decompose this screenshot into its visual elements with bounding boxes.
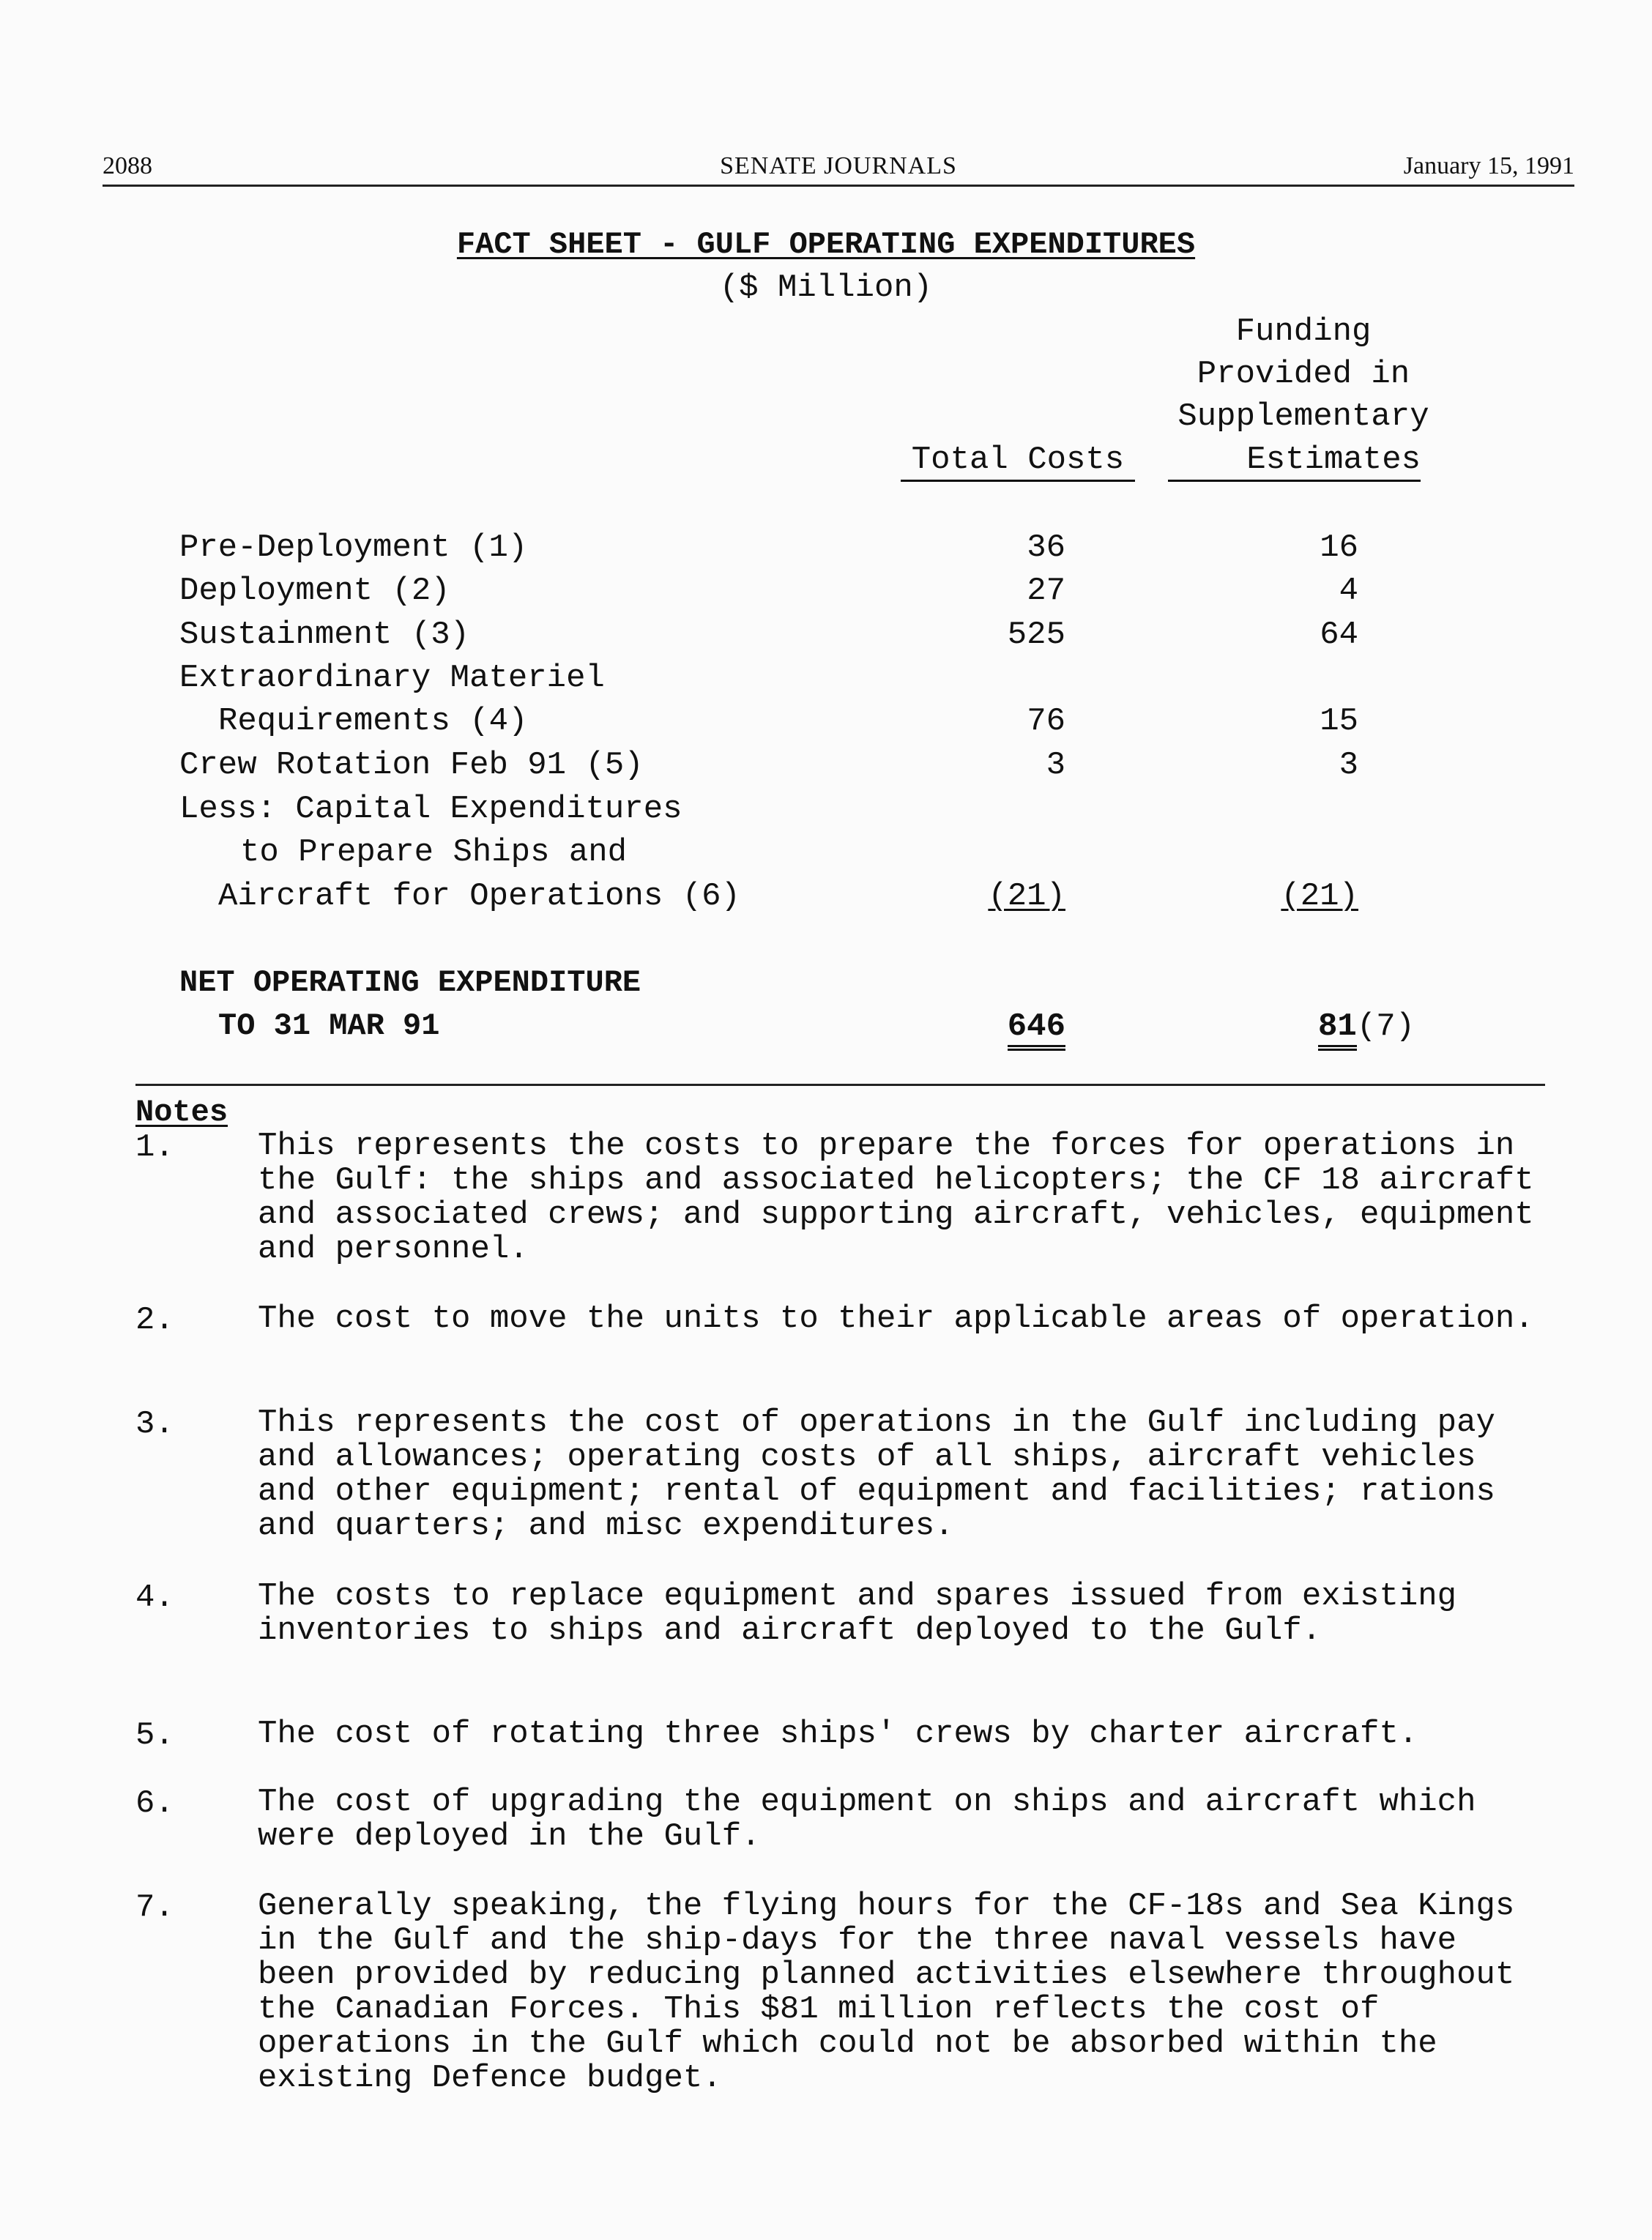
row-total-sustainment: 525 — [1007, 617, 1065, 653]
note-text: This represents the cost of operations in the Gulf including pay and allowances; operating costs of all ships, aircraft vehicles and other equipment; rental of equipment and facilities; rations and quarters; and misc expenditures. — [258, 1404, 1495, 1544]
funding-header-line4: Estimates — [1168, 442, 1421, 482]
note-text: The cost to move the units to their applicable areas of operation. — [258, 1301, 1534, 1337]
total-costs-header: Total Costs — [901, 442, 1135, 482]
note-number: 5. — [135, 1717, 174, 1754]
note-number: 2. — [135, 1302, 174, 1339]
note-number: 6. — [135, 1785, 174, 1822]
note-text: The costs to replace equipment and spares issued from existing inventories to ships and aircraft deployed to the Gulf. — [258, 1578, 1457, 1649]
note-number: 1. — [135, 1129, 174, 1166]
row-funding-deployment: 4 — [1339, 573, 1358, 609]
row-label-sustainment: Sustainment (3) — [179, 617, 470, 653]
page-number: 2088 — [103, 152, 152, 179]
row-funding-sustainment: 64 — [1320, 617, 1358, 653]
row-total-capital-value: (21) — [988, 878, 1065, 915]
row-total-deployment: 27 — [1027, 573, 1065, 609]
row-label-deployment: Deployment (2) — [179, 573, 450, 609]
note-number: 7. — [135, 1889, 174, 1926]
table-rule — [135, 1084, 1545, 1086]
fact-sheet-title: FACT SHEET - GULF OPERATING EXPENDITURES — [456, 227, 1196, 262]
funding-header-line3: Supplementary — [1177, 398, 1429, 435]
row-total-materiel: 76 — [1027, 703, 1065, 740]
row-funding-capital-value: (21) — [1281, 878, 1358, 915]
row-label-capital-a: Less: Capital Expenditures — [179, 791, 682, 827]
net-total-value: 646 — [1008, 1008, 1065, 1051]
journal-title: SENATE JOURNALS — [720, 152, 957, 179]
journal-date: January 15, 1991 — [1403, 152, 1574, 179]
net-label-a: NET OPERATING EXPENDITURE — [179, 965, 641, 1000]
row-label-crew-rotation: Crew Rotation Feb 91 (5) — [179, 747, 644, 784]
row-label-materiel-a: Extraordinary Materiel — [179, 660, 605, 696]
row-label-pre-deployment: Pre-Deployment (1) — [179, 529, 528, 566]
note-number: 3. — [135, 1406, 174, 1443]
row-label-capital-c: Aircraft for Operations (6) — [218, 878, 740, 915]
note-text: This represents the costs to prepare the forces for operations in the Gulf: the ships and associated helicopters; the CF 18 aircraft and associated crews; and supporting aircraft, vehicles, equipment and personnel. — [258, 1128, 1534, 1268]
row-total-crew-rotation: 3 — [1046, 747, 1065, 784]
net-total — [937, 1008, 1065, 1045]
row-funding-pre-deployment: 16 — [1320, 529, 1358, 566]
net-funding — [1318, 1008, 1415, 1045]
note-text: Generally speaking, the flying hours for the CF-18s and Sea Kings in the Gulf and the ship-days for the three naval vessels have been provided by reducing planned activities elsewhere throughout the Canadian Forces. This $81 million reflects the cost of operations in the Gulf which could not be absorbed within the existing Defence budget. — [258, 1888, 1515, 2096]
row-label-materiel-b: Requirements (4) — [218, 703, 528, 740]
row-funding-crew-rotation: 3 — [1339, 747, 1358, 784]
row-funding-materiel: 15 — [1320, 703, 1358, 740]
row-total-capital — [937, 878, 1065, 915]
funding-header-line1: Funding — [1235, 313, 1372, 350]
running-header — [103, 152, 1574, 189]
notes-heading: Notes — [135, 1095, 228, 1130]
funding-header-line2: Provided in — [1197, 356, 1410, 392]
row-label-capital-b: to Prepare Ships and — [240, 834, 628, 871]
note-text: The cost of upgrading the equipment on ships and aircraft which were deployed in the Gulf. — [258, 1784, 1476, 1855]
net-funding-note-ref: (7) — [1356, 1008, 1415, 1045]
net-funding-value: 81 — [1318, 1008, 1357, 1051]
row-total-pre-deployment: 36 — [1027, 529, 1065, 566]
fact-sheet-subtitle: ($ Million) — [719, 269, 933, 306]
row-funding-capital — [1230, 878, 1358, 915]
header-rule — [103, 185, 1574, 187]
note-number: 4. — [135, 1579, 174, 1616]
net-label-b: TO 31 MAR 91 — [218, 1008, 440, 1043]
note-text: The cost of rotating three ships' crews by charter aircraft. — [258, 1716, 1418, 1752]
